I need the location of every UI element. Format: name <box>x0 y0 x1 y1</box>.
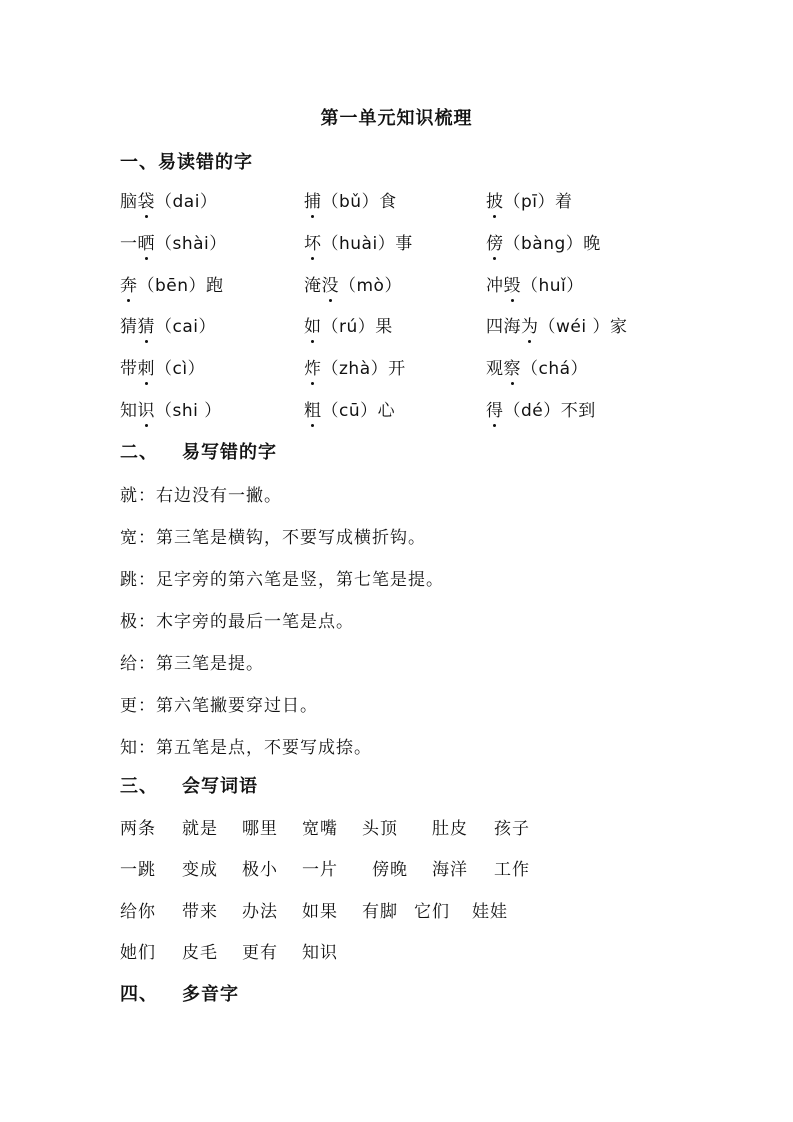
section-heading-3 <box>120 772 258 798</box>
pinyin-row <box>120 187 680 213</box>
vocabulary-word: 哪里 <box>242 819 278 839</box>
writing-note: 宽：第三笔是横钩，不要写成横折钩。 <box>120 528 426 548</box>
pinyin-entry <box>304 312 393 337</box>
word-prefix: 脑 <box>120 192 138 212</box>
pinyin-entry <box>120 396 222 421</box>
pinyin-entry <box>120 312 216 337</box>
pinyin-row <box>120 271 680 297</box>
pinyin-entry <box>486 229 601 254</box>
emphasized-character: 披 <box>486 192 504 212</box>
emphasized-character: 刺 <box>137 359 155 379</box>
pinyin-entry <box>120 187 217 212</box>
pinyin-row <box>120 354 680 380</box>
pinyin-suffix: （bǔ）食 <box>321 192 397 212</box>
section-title: 会写词语 <box>182 776 258 797</box>
word-prefix: 冲 <box>486 276 504 296</box>
vocabulary-word: 给你 <box>120 902 156 922</box>
word-row <box>120 855 680 881</box>
vocabulary-word: 她们 <box>120 943 156 963</box>
vocabulary-word: 有脚 <box>362 902 398 922</box>
pinyin-entry <box>304 271 402 296</box>
word-prefix: 带 <box>120 359 138 379</box>
pinyin-entry <box>120 354 205 379</box>
word-prefix: 知 <box>120 401 138 421</box>
emphasized-character: 傍 <box>486 234 504 254</box>
pinyin-suffix: （bàng）晚 <box>503 234 601 254</box>
pinyin-suffix: （rú）果 <box>321 317 393 337</box>
emphasized-character: 奔 <box>120 276 138 296</box>
pinyin-row <box>120 312 680 338</box>
page-title: 第一单元知识梳理 <box>320 108 473 129</box>
section-heading-4 <box>120 980 239 1006</box>
section-heading-2 <box>120 438 277 464</box>
section-title: 多音字 <box>182 984 239 1005</box>
vocabulary-word: 两条 <box>120 819 156 839</box>
vocabulary-word: 一跳 <box>120 860 156 880</box>
vocabulary-word: 知识 <box>302 943 338 963</box>
pinyin-suffix: （shài） <box>155 234 227 254</box>
vocabulary-word: 它们 <box>414 902 450 922</box>
emphasized-character: 坏 <box>304 234 322 254</box>
emphasized-character: 袋 <box>137 192 155 212</box>
emphasized-character: 捕 <box>304 192 322 212</box>
section-number: 一、 <box>120 152 158 173</box>
vocabulary-word: 办法 <box>242 902 278 922</box>
word-prefix: 观 <box>486 359 504 379</box>
vocabulary-word: 头顶 <box>362 819 398 839</box>
pinyin-suffix: （cì） <box>155 359 206 379</box>
vocabulary-word: 肚皮 <box>432 819 468 839</box>
pinyin-suffix: （huǐ） <box>521 276 584 296</box>
pinyin-suffix: （huài）事 <box>321 234 413 254</box>
pinyin-entry <box>304 354 406 379</box>
emphasized-character: 得 <box>486 401 504 421</box>
pinyin-entry <box>304 229 413 254</box>
section-title: 易写错的字 <box>182 442 277 463</box>
pinyin-suffix: （cai） <box>155 317 216 337</box>
pinyin-entry <box>486 271 584 296</box>
pinyin-suffix: （chá） <box>521 359 589 379</box>
vocabulary-word: 带来 <box>182 902 218 922</box>
section-number: 三、 <box>120 776 158 797</box>
word-row <box>120 814 680 840</box>
vocabulary-word: 就是 <box>182 819 218 839</box>
vocabulary-word: 如果 <box>302 902 338 922</box>
emphasized-character: 猜 <box>137 317 155 337</box>
word-row <box>120 897 680 923</box>
section-number: 二、 <box>120 442 158 463</box>
pinyin-suffix: （shi ） <box>155 401 222 421</box>
vocabulary-word: 一片 <box>302 860 338 880</box>
vocabulary-word: 工作 <box>494 860 530 880</box>
emphasized-character: 为 <box>521 317 539 337</box>
emphasized-character: 晒 <box>137 234 155 254</box>
pinyin-suffix: （pī）着 <box>503 192 573 212</box>
emphasized-character: 察 <box>503 359 521 379</box>
writing-note: 知：第五笔是点，不要写成捺。 <box>120 738 372 758</box>
word-prefix: 猜 <box>120 317 138 337</box>
vocabulary-word: 变成 <box>182 860 218 880</box>
pinyin-suffix: （zhà）开 <box>321 359 406 379</box>
pinyin-suffix: （bēn）跑 <box>137 276 224 296</box>
word-prefix: 淹 <box>304 276 322 296</box>
emphasized-character: 如 <box>304 317 322 337</box>
pinyin-suffix: （mò） <box>339 276 402 296</box>
pinyin-suffix: （dai） <box>155 192 218 212</box>
emphasized-character: 炸 <box>304 359 322 379</box>
section-title: 易读错的字 <box>158 152 253 173</box>
vocabulary-word: 更有 <box>242 943 278 963</box>
vocabulary-word: 海洋 <box>432 860 468 880</box>
emphasized-character: 毁 <box>503 276 521 296</box>
pinyin-entry <box>304 187 397 212</box>
pinyin-suffix: （cū）心 <box>321 401 396 421</box>
emphasized-character: 没 <box>321 276 339 296</box>
writing-note: 就：右边没有一撇。 <box>120 486 282 506</box>
word-prefix: 四海 <box>486 317 521 337</box>
pinyin-entry <box>486 396 596 421</box>
emphasized-character: 识 <box>137 401 155 421</box>
pinyin-suffix: （wéi ）家 <box>538 317 628 337</box>
pinyin-entry <box>486 312 628 337</box>
writing-note: 跳：足字旁的第六笔是竖，第七笔是提。 <box>120 570 444 590</box>
vocabulary-word: 极小 <box>242 860 278 880</box>
pinyin-entry <box>486 354 588 379</box>
vocabulary-word: 孩子 <box>494 819 530 839</box>
word-prefix: 一 <box>120 234 138 254</box>
emphasized-character: 粗 <box>304 401 322 421</box>
pinyin-row <box>120 396 680 422</box>
pinyin-suffix: （dé）不到 <box>503 401 596 421</box>
section-number: 四、 <box>120 984 158 1005</box>
vocabulary-word: 皮毛 <box>182 943 218 963</box>
pinyin-entry <box>486 187 573 212</box>
writing-note: 极：木字旁的最后一笔是点。 <box>120 612 354 632</box>
vocabulary-word: 娃娃 <box>472 902 508 922</box>
vocabulary-word: 宽嘴 <box>302 819 338 839</box>
writing-note: 更：第六笔撇要穿过日。 <box>120 696 318 716</box>
word-row <box>120 938 680 964</box>
pinyin-entry <box>120 271 224 296</box>
writing-note: 给：第三笔是提。 <box>120 654 264 674</box>
section-heading-1 <box>120 148 253 174</box>
vocabulary-word: 傍晚 <box>372 860 408 880</box>
pinyin-row <box>120 229 680 255</box>
pinyin-entry <box>304 396 395 421</box>
pinyin-entry <box>120 229 227 254</box>
